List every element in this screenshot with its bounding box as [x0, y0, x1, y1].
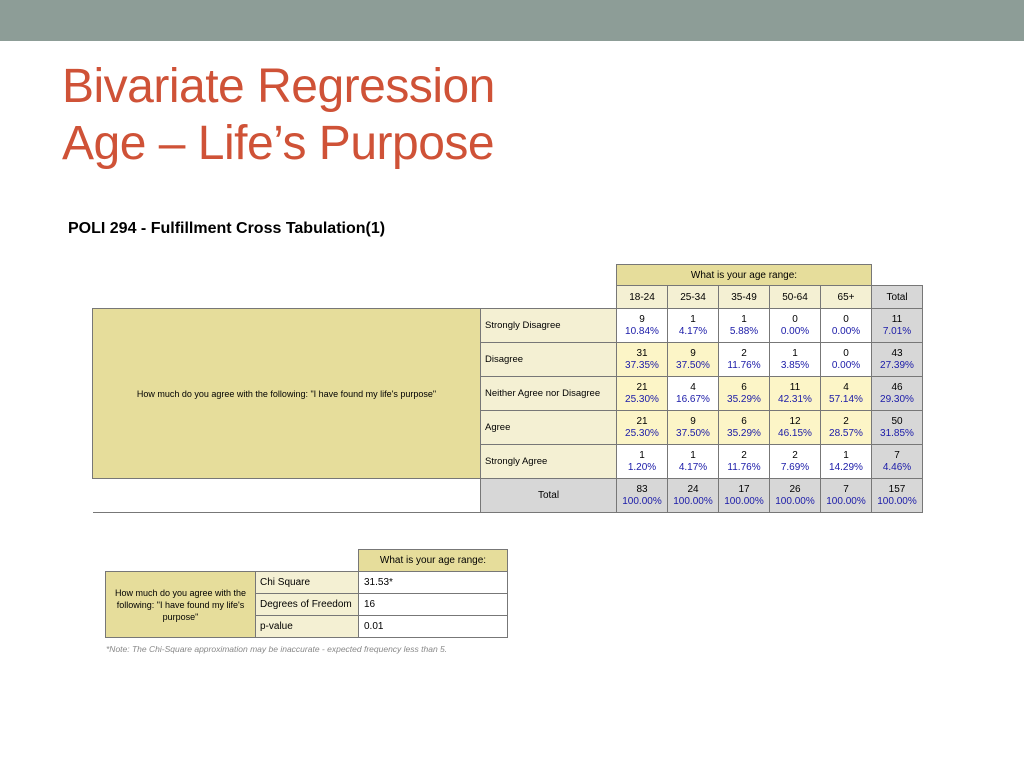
percent-value: 25.30% — [625, 393, 659, 405]
percent-value: 42.31% — [778, 393, 812, 405]
count-value: 2 — [741, 449, 747, 461]
percent-value: 37.35% — [625, 359, 659, 371]
percent-value: 100.00% — [673, 495, 713, 507]
age-column-header: 65+ — [821, 286, 872, 309]
data-cell — [719, 411, 770, 445]
data-cell — [617, 309, 668, 343]
count-value: 21 — [636, 415, 648, 427]
column-total-cell — [821, 479, 872, 513]
data-cell — [668, 377, 719, 411]
percent-value: 57.14% — [829, 393, 863, 405]
data-cell — [668, 445, 719, 479]
percent-value: 27.39% — [880, 359, 914, 371]
age-range-header: What is your age range: — [359, 550, 508, 572]
count-value: 0 — [843, 313, 849, 325]
count-value: 157 — [888, 483, 906, 495]
count-value: 24 — [687, 483, 699, 495]
blank-cell — [93, 265, 481, 286]
data-cell — [770, 377, 821, 411]
header-row — [93, 265, 923, 286]
count-value: 17 — [738, 483, 750, 495]
response-label: Strongly Agree — [481, 445, 617, 479]
data-cell — [617, 343, 668, 377]
chi-square-note: *Note: The Chi-Square approximation may be inaccurate - expected frequency less than 5. — [106, 644, 448, 654]
percent-value: 7.01% — [882, 325, 912, 337]
data-cell — [821, 377, 872, 411]
data-cell — [719, 377, 770, 411]
statistic-label: Degrees of Freedom — [256, 594, 359, 616]
percent-value: 37.50% — [676, 359, 710, 371]
table-row — [93, 309, 923, 343]
percent-value: 0.00% — [780, 325, 810, 337]
count-value: 7 — [894, 449, 900, 461]
percent-value: 5.88% — [729, 325, 759, 337]
row-total-cell — [872, 309, 923, 343]
column-total-cell — [770, 479, 821, 513]
count-value: 83 — [636, 483, 648, 495]
data-cell — [821, 309, 872, 343]
count-value: 4 — [690, 381, 696, 393]
percent-value: 35.29% — [727, 393, 761, 405]
row-total-cell — [872, 445, 923, 479]
count-value: 1 — [792, 347, 798, 359]
statistic-value: 16 — [359, 594, 508, 616]
percent-value: 25.30% — [625, 427, 659, 439]
count-value: 0 — [843, 347, 849, 359]
count-value: 4 — [843, 381, 849, 393]
data-cell — [770, 343, 821, 377]
percent-value: 3.85% — [780, 359, 810, 371]
question-label: How much do you agree with the following: "I have found my life's purpose" — [106, 572, 256, 638]
percent-value: 100.00% — [775, 495, 815, 507]
percent-value: 46.15% — [778, 427, 812, 439]
blank-cell — [106, 550, 256, 572]
data-cell — [719, 445, 770, 479]
blank-cell — [93, 286, 481, 309]
age-column-header: 18-24 — [617, 286, 668, 309]
chi-square-table — [105, 549, 508, 638]
statistic-value: 0.01 — [359, 616, 508, 638]
count-value: 11 — [789, 381, 801, 393]
data-cell — [770, 411, 821, 445]
count-value: 1 — [639, 449, 645, 461]
data-cell — [821, 343, 872, 377]
statistic-label: Chi Square — [256, 572, 359, 594]
statistic-value: 31.53* — [359, 572, 508, 594]
blank-cell — [481, 286, 617, 309]
percent-value: 100.00% — [826, 495, 866, 507]
count-value: 6 — [741, 381, 747, 393]
crosstab-table — [92, 264, 923, 513]
total-row-label: Total — [481, 479, 617, 513]
data-cell — [821, 445, 872, 479]
percent-value: 100.00% — [724, 495, 764, 507]
percent-value: 10.84% — [625, 325, 659, 337]
count-value: 12 — [789, 415, 801, 427]
chi-header-row — [106, 550, 508, 572]
data-cell — [617, 377, 668, 411]
response-label: Neither Agree nor Disagree — [481, 377, 617, 411]
data-cell — [719, 309, 770, 343]
blank-cell — [872, 265, 923, 286]
count-value: 31 — [636, 347, 648, 359]
data-cell — [668, 343, 719, 377]
slide-title — [62, 58, 495, 172]
blank-cell — [93, 479, 481, 513]
count-value: 1 — [741, 313, 747, 325]
data-cell — [668, 309, 719, 343]
age-column-header: 25-34 — [668, 286, 719, 309]
count-value: 9 — [690, 347, 696, 359]
column-total-cell — [617, 479, 668, 513]
percent-value: 14.29% — [829, 461, 863, 473]
percent-value: 31.85% — [880, 427, 914, 439]
row-total-cell — [872, 377, 923, 411]
count-value: 11 — [891, 313, 903, 325]
percent-value: 4.17% — [678, 325, 708, 337]
slide-title-line2: Age – Life’s Purpose — [62, 117, 495, 170]
blank-cell — [256, 550, 359, 572]
count-value: 50 — [891, 415, 903, 427]
row-total-cell — [872, 411, 923, 445]
percent-value: 11.76% — [727, 359, 761, 371]
percent-value: 100.00% — [877, 495, 917, 507]
count-value: 26 — [789, 483, 801, 495]
total-column-header: Total — [872, 286, 923, 309]
count-value: 7 — [843, 483, 849, 495]
count-value: 21 — [636, 381, 648, 393]
count-value: 9 — [639, 313, 645, 325]
column-header-row — [93, 286, 923, 309]
count-value: 9 — [690, 415, 696, 427]
response-label: Strongly Disagree — [481, 309, 617, 343]
count-value: 1 — [690, 313, 696, 325]
column-total-cell — [872, 479, 923, 513]
percent-value: 16.67% — [676, 393, 710, 405]
column-total-cell — [668, 479, 719, 513]
statistic-label: p-value — [256, 616, 359, 638]
count-value: 46 — [891, 381, 903, 393]
data-cell — [617, 411, 668, 445]
total-row — [93, 479, 923, 513]
age-column-header: 50-64 — [770, 286, 821, 309]
percent-value: 11.76% — [727, 461, 761, 473]
top-bar — [0, 0, 1024, 41]
count-value: 2 — [741, 347, 747, 359]
row-total-cell — [872, 343, 923, 377]
question-label: How much do you agree with the following: "I have found my life's purpose" — [93, 309, 481, 479]
data-cell — [770, 309, 821, 343]
table-subtitle: POLI 294 - Fulfillment Cross Tabulation(1) — [68, 220, 386, 237]
age-column-header: 35-49 — [719, 286, 770, 309]
count-value: 0 — [792, 313, 798, 325]
chi-row — [106, 572, 508, 594]
percent-value: 35.29% — [727, 427, 761, 439]
count-value: 43 — [891, 347, 903, 359]
percent-value: 4.46% — [882, 461, 912, 473]
percent-value: 100.00% — [622, 495, 662, 507]
count-value: 2 — [843, 415, 849, 427]
percent-value: 0.00% — [831, 359, 861, 371]
data-cell — [668, 411, 719, 445]
percent-value: 7.69% — [780, 461, 810, 473]
response-label: Agree — [481, 411, 617, 445]
data-cell — [617, 445, 668, 479]
percent-value: 1.20% — [627, 461, 657, 473]
slide-title-line1: Bivariate Regression — [62, 60, 495, 113]
percent-value: 0.00% — [831, 325, 861, 337]
percent-value: 28.57% — [829, 427, 863, 439]
percent-value: 29.30% — [880, 393, 914, 405]
data-cell — [821, 411, 872, 445]
column-total-cell — [719, 479, 770, 513]
blank-cell — [481, 265, 617, 286]
data-cell — [770, 445, 821, 479]
count-value: 2 — [792, 449, 798, 461]
count-value: 1 — [843, 449, 849, 461]
count-value: 6 — [741, 415, 747, 427]
age-range-header: What is your age range: — [617, 265, 872, 286]
percent-value: 37.50% — [676, 427, 710, 439]
percent-value: 4.17% — [678, 461, 708, 473]
count-value: 1 — [690, 449, 696, 461]
response-label: Disagree — [481, 343, 617, 377]
data-cell — [719, 343, 770, 377]
